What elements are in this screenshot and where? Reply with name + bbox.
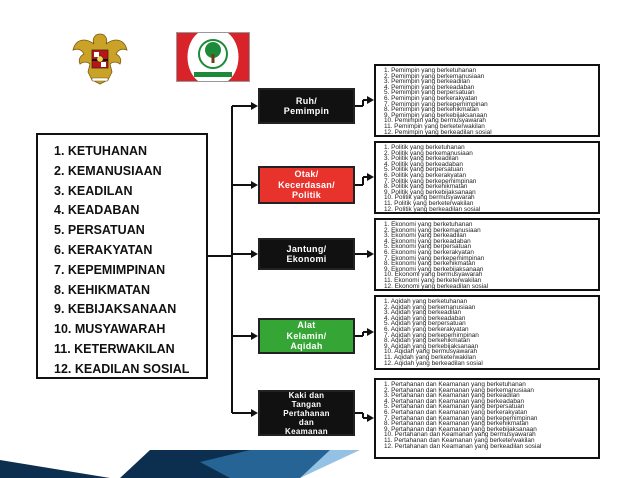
main-list-item: 1. KETUHANAN (54, 144, 148, 158)
main-list-item: 4. KEADABAN (54, 203, 140, 218)
branch-items-otak-politik (374, 141, 600, 214)
branch-box-jantung-ekonomi (258, 238, 355, 270)
main-list-item: 2. KEMANUSIAAN (54, 163, 162, 178)
branch-item: 1. Politik yang berketuhanan (384, 144, 465, 151)
branch-box-otak-politik (258, 166, 355, 204)
branch-item: 7. Pertahanan dan Keamanan yang berkepemimpinan (384, 414, 538, 422)
branch-item: 7. Pemimpin yang berkepemimpinan (384, 100, 488, 108)
branch-item: 2. Aqidah yang berkemanusiaan (384, 303, 476, 311)
branch-item: 2. Pemimpin yang berkemanusiaan (384, 72, 485, 80)
branch-item: 1. Pemimpin yang berketuhanan (384, 67, 477, 74)
branch-item: 12. Politik yang berkeadilan sosial (384, 205, 481, 213)
branch-item: 2. Politik yang berkemanusiaan (384, 149, 473, 157)
branch-box-kaki-tangan-pertahanan (258, 390, 355, 436)
main-list-item: 9. KEBIJAKSANAAN (54, 302, 177, 317)
branch-item: 10. Ekonomi yang bermusyawarah (384, 271, 483, 279)
main-list-item: 7. KEPEMIMPINAN (54, 262, 166, 277)
branch-item: 8. Pertahanan dan Keamanan yang berkehikmatan (384, 420, 529, 428)
branch-item: 5. Pemimpin yang berpersatuan (384, 89, 475, 97)
branch-item: 2. Ekonomi yang berkemanusiaan (384, 226, 481, 234)
main-list-item: 11. KETERWAKILAN (54, 341, 175, 356)
branch-item: 8. Ekonomi yang berkehikmatan (384, 260, 476, 268)
branch-item: 7. Ekonomi yang berkepemimpinan (384, 254, 485, 262)
branch-item: 4. Ekonomi yang berkeadaban (384, 237, 471, 245)
branch-items-pertahanan-keamanan (374, 378, 600, 459)
branch-label-line: Tangan (291, 399, 322, 409)
branch-items-jantung-ekonomi (374, 218, 600, 291)
branch-item: 10. Pemimpin yang bermusyawarah (384, 117, 486, 125)
branch-item: 11. Pertahanan dan Keamanan yang berketerwakilan (384, 436, 535, 444)
branch-item: 7. Aqidah yang berkepemimpinan (384, 331, 479, 339)
arrow-head (367, 250, 374, 258)
branch-label-line: Kecerdasan/ (278, 179, 335, 190)
branch-box-ruh-pemimpin (258, 88, 355, 124)
branch-item: 12. Aqidah yang berkeadilan sosial (384, 359, 483, 367)
branch-item: 1. Pertahanan dan Keamanan yang berketuhanan (384, 381, 526, 388)
branch-item: 8. Aqidah yang berkehikmatan (384, 337, 470, 345)
branch-item: 6. Ekonomi yang berkerakyatan (384, 248, 474, 256)
branch-item: 1. Aqidah yang berketuhanan (384, 298, 468, 305)
arrow-head (367, 173, 374, 181)
branch-label-line: Kaki dan (288, 390, 325, 400)
branch-label-line: Kelamin/ (286, 330, 327, 341)
branch-item: 6. Politik yang berkerakyatan (384, 171, 467, 179)
bottom-decoration (0, 450, 638, 478)
branch-item: 3. Politik yang berkeadilan (384, 155, 459, 163)
main-list-item: 5. PERSATUAN (54, 223, 145, 238)
branch-item: 7. Politik yang berkepemimpinan (384, 177, 477, 185)
branch-item: 1. Ekonomi yang berketuhanan (384, 221, 473, 228)
branch-item: 11. Aqidah yang berketerwakilan (384, 353, 476, 361)
branch-item: 3. Pertahanan dan Keamanan yang berkeadilan (384, 392, 520, 400)
branch-item: 8. Politik yang berkehikmatan (384, 183, 468, 191)
branch-item: 4. Pertahanan dan Keamanan yang berkeadaban (384, 397, 524, 405)
branch-item: 12. Pemimpin yang berkeadilan sosial (384, 128, 492, 136)
branch-label-line: Alat (297, 320, 316, 331)
arrow-head (251, 332, 258, 340)
branch-item: 9. Aqidah yang berkebijaksanaan (384, 342, 479, 350)
branch-label-line: Pemimpin (283, 106, 330, 116)
branch-item: 9. Politik yang berkebijaksanaan (384, 188, 476, 196)
branch-box-alat-kelamin-aqidah (258, 318, 355, 354)
main-list-item: 10. MUSYAWARAH (54, 322, 166, 337)
branch-item: 11. Ekonomi yang berketerwakilan (384, 276, 482, 284)
arrow-head (251, 102, 258, 110)
main-list-item: 3. KEADILAN (54, 183, 133, 198)
branch-item: 8. Pemimpin yang berkehikmatan (384, 106, 479, 114)
branch-item: 12. Pertahanan dan Keamanan yang berkeadilan sosial (384, 442, 542, 450)
branch-label-line: Ruh/ (295, 95, 318, 106)
branch-item: 4. Politik yang berkeadaban (384, 160, 463, 168)
branch-label-line: Jantung/ (286, 243, 327, 254)
branch-item: 6. Pertahanan dan Keamanan yang berkerakyatan (384, 408, 528, 416)
branch-item: 12. Ekonomi yang berkeadilan sosial (384, 282, 489, 290)
branch-item: 5. Pertahanan dan Keamanan yang berpersatuan (384, 403, 525, 411)
branch-label-line: dan (298, 417, 315, 427)
branch-label-line: Otak/ (294, 169, 319, 180)
branch-item: 3. Pemimpin yang berkeadilan (384, 78, 470, 86)
branch-label-line: Aqidah (290, 341, 323, 352)
arrow-head (367, 96, 374, 104)
branch-item: 11. Politik yang berketerwakilan (384, 199, 474, 207)
arrow-head (251, 181, 258, 189)
branch-item: 10. Pertahanan dan Keamanan yang bermusyawarah (384, 431, 536, 439)
branch-item: 9. Pemimpin yang berkebijaksanaan (384, 111, 488, 119)
branch-item: 11. Pemimpin yang berketerwakilan (384, 122, 485, 130)
branch-item: 5. Aqidah yang berpersatuan (384, 320, 466, 328)
main-list-item: 12. KEADILAN SOSIAL (54, 361, 190, 376)
branch-label-line: Ekonomi (286, 254, 327, 264)
main-list-item: 8. KEHIKMATAN (54, 282, 151, 297)
branch-item: 10. Politik yang bermusyawarah (384, 194, 475, 202)
branch-items-ruh-pemimpin (374, 64, 600, 137)
branch-item: 9. Ekonomi yang berkebijaksanaan (384, 265, 484, 273)
arrow-head (251, 409, 258, 417)
branch-item: 9. Pertahanan dan Keamanan yang berkebijaksanaan (384, 425, 537, 433)
branch-item: 6. Pemimpin yang berkerakyatan (384, 94, 478, 102)
branch-item: 4. Pemimpin yang berkeadaban (384, 83, 475, 91)
branch-item: 5. Politik yang berpersatuan (384, 166, 464, 174)
branch-items-alat-kelamin-aqidah (374, 295, 600, 370)
branch-label-line: Politik (291, 190, 322, 201)
arrow-head (251, 250, 258, 258)
arrow-head (367, 414, 374, 422)
branch-item: 6. Aqidah yang berkerakyatan (384, 325, 469, 333)
branch-item: 10. Aqidah yang bermusyawarah (384, 348, 478, 356)
arrow-head (367, 328, 374, 336)
main-list-item: 6. KERAKYATAN (54, 242, 153, 257)
branch-item: 5. Ekonomi yang berpersatuan (384, 243, 472, 251)
branch-item: 4. Aqidah yang berkeadaban (384, 314, 466, 322)
branch-item: 2. Pertahanan dan Keamanan yang berkemanusiaan (384, 386, 534, 394)
branch-label-line: Keamanan (285, 426, 328, 436)
branch-item: 3. Ekonomi yang berkeadilan (384, 232, 467, 240)
branch-label-line: Pertahanan (283, 408, 330, 418)
branch-item: 3. Aqidah yang berkeadilan (384, 309, 462, 317)
